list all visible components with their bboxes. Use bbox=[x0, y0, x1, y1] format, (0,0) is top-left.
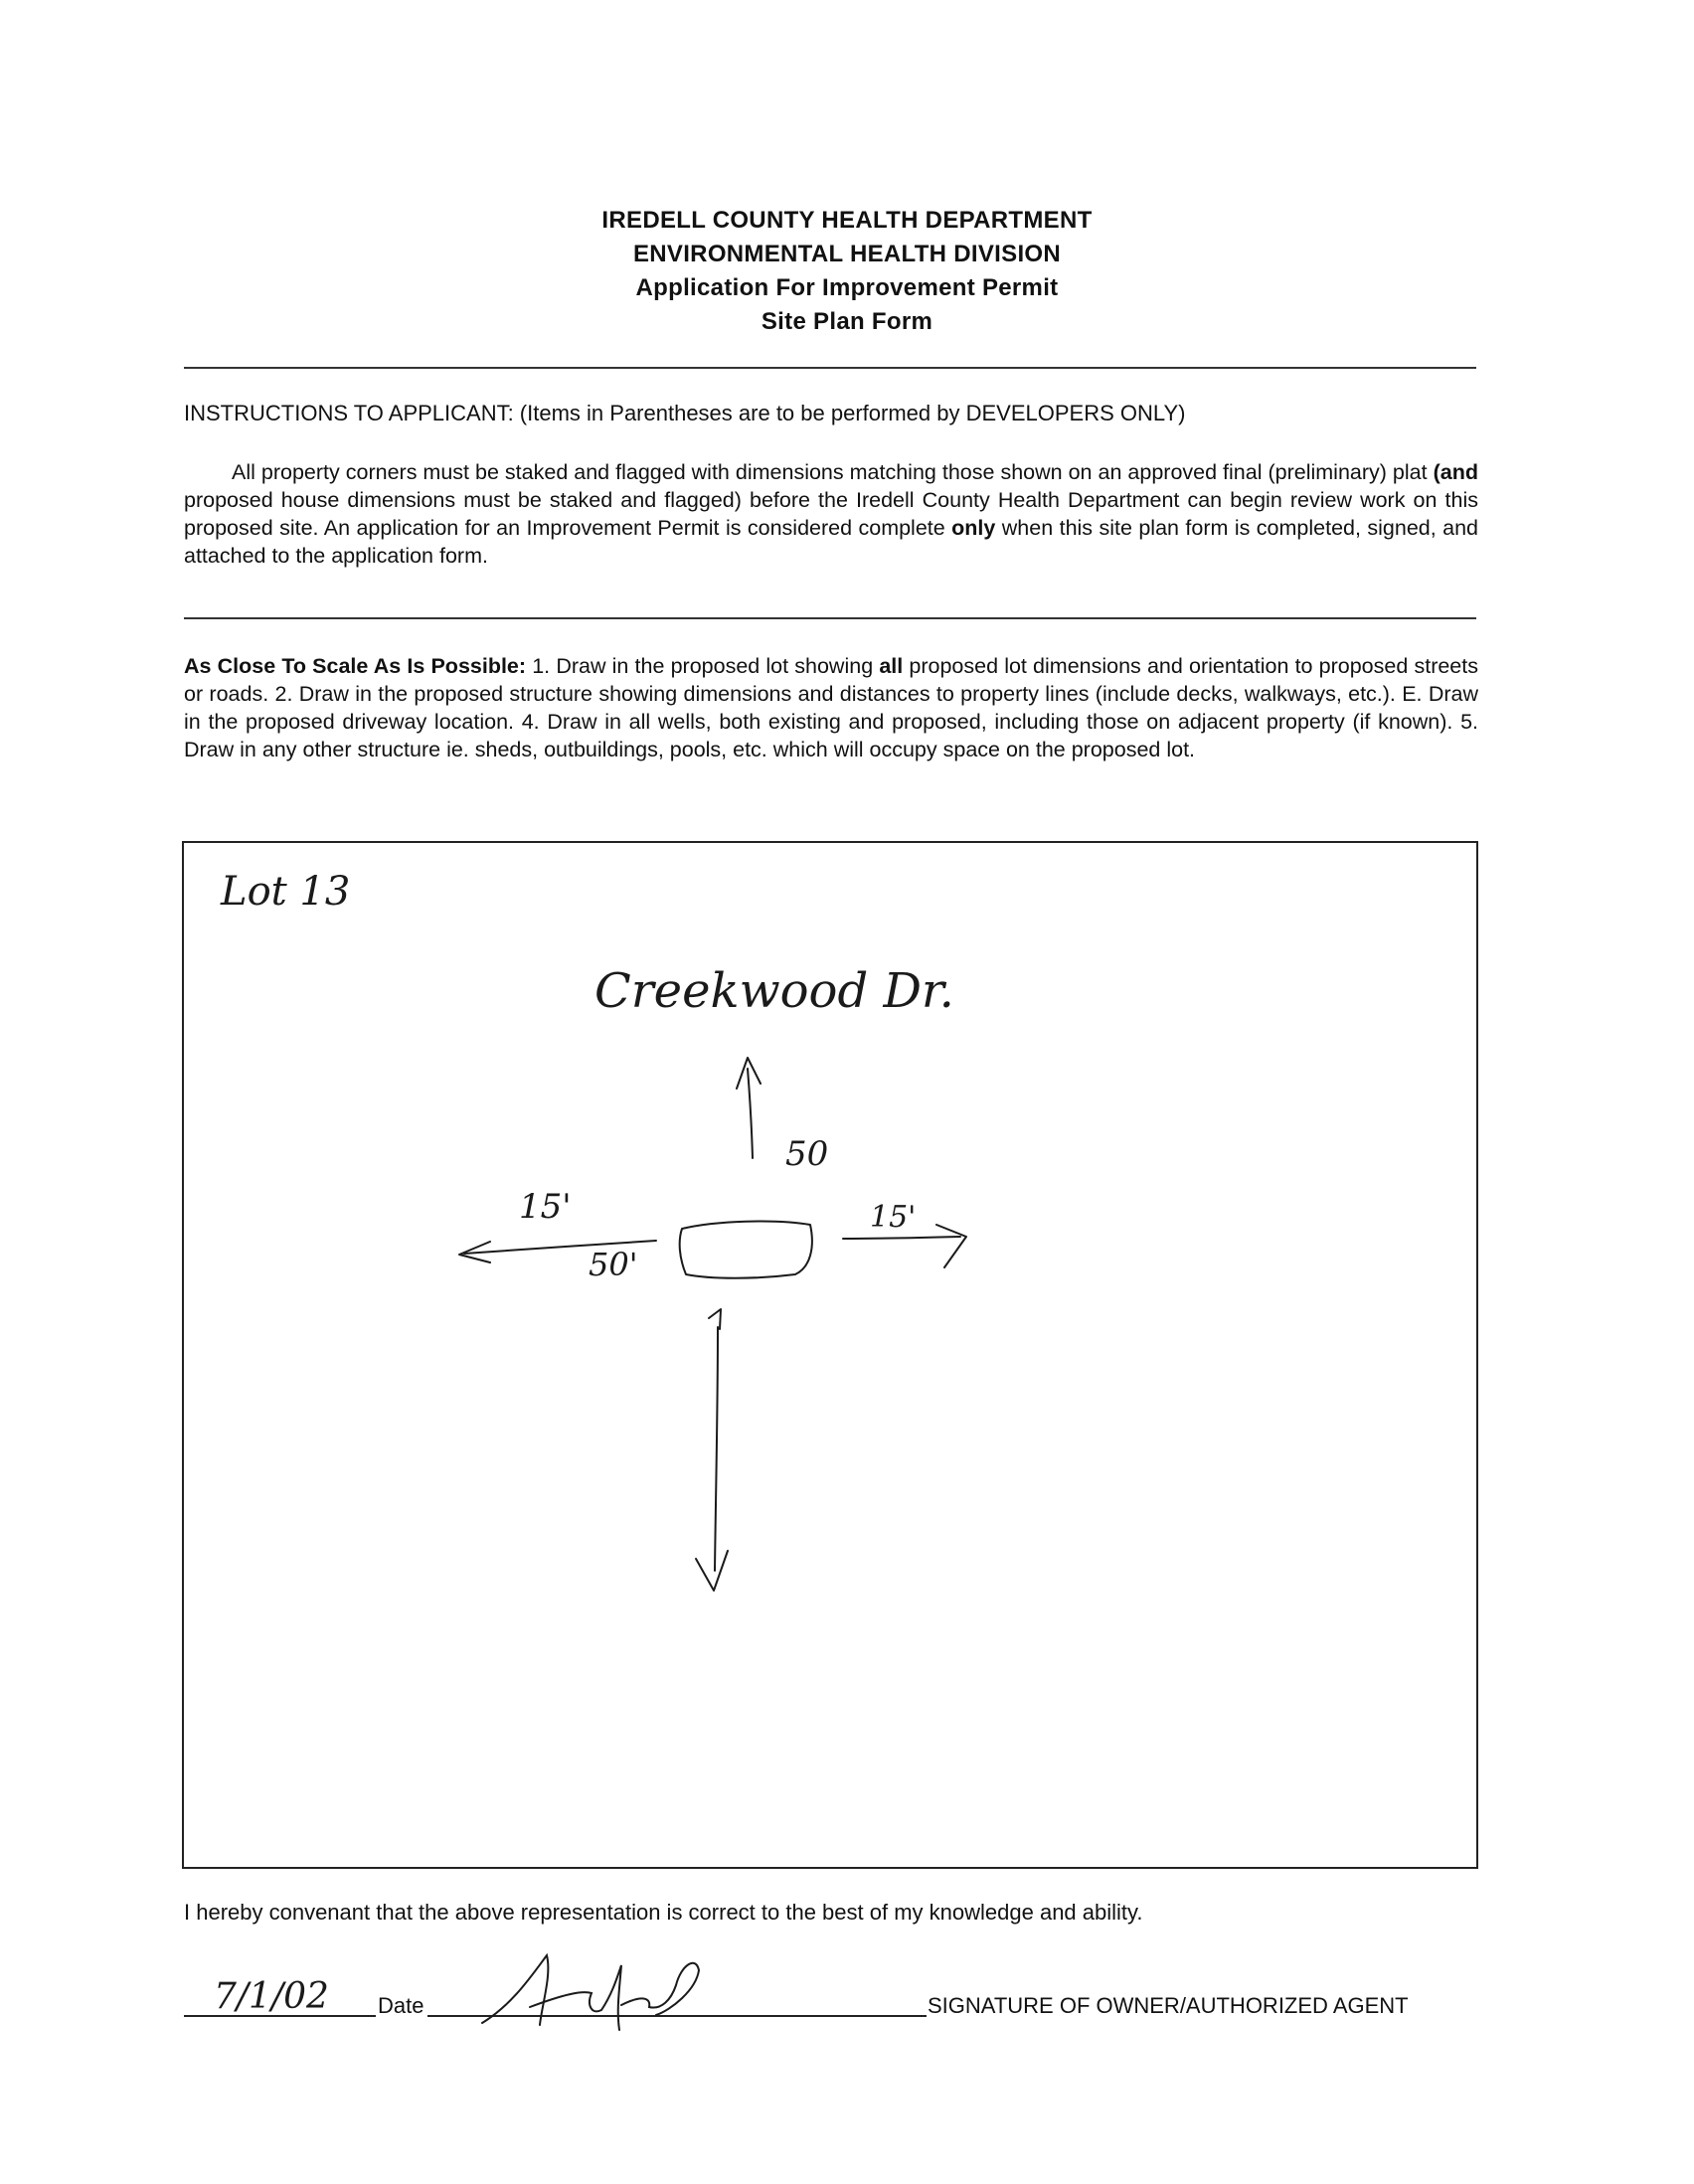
scale-bold-all: all bbox=[879, 654, 904, 678]
rear-arrow-head bbox=[696, 1551, 728, 1591]
date-label: Date bbox=[378, 1993, 424, 2018]
instructions-heading: INSTRUCTIONS TO APPLICANT: (Items in Parentheses are to be performed by DEVELOPERS ONLY) bbox=[184, 401, 1186, 425]
application-title: Application For Improvement Permit bbox=[635, 274, 1059, 301]
instructions-bold-only: only bbox=[951, 516, 996, 540]
signature-label: SIGNATURE OF OWNER/AUTHORIZED AGENT bbox=[928, 1993, 1409, 2018]
rear-arrow-tail bbox=[709, 1309, 721, 1329]
scale-text: proposed lot dimensions and orientation to proposed streets or roads. 2. Draw in the proposed structure showing dimensions and distances to property lines (include decks, walkways, etc.). E. Draw in the proposed driveway location. 4. Draw in all wells, both existing and proposed, including those on adjacent property (if known). 5. Draw in any other structure ie. sheds, outbuildings, pools, etc. which will occupy space on the proposed lot. bbox=[184, 654, 1478, 761]
scale-lead: As Close To Scale As Is Possible: bbox=[184, 654, 527, 678]
right-distance-label: 15' bbox=[870, 1200, 917, 1235]
date-value: 7/1/02 bbox=[214, 1976, 329, 2017]
house-width-label: 50' bbox=[589, 1246, 638, 1283]
instructions-bold-and: (and bbox=[1433, 460, 1478, 484]
signature-mark bbox=[472, 1935, 751, 2035]
right-arrow-shaft bbox=[843, 1237, 960, 1239]
street-label: Creekwood Dr. bbox=[594, 963, 954, 1019]
form-title: Site Plan Form bbox=[761, 308, 933, 335]
instructions-text: proposed house dimensions must be staked and flagged) before the Iredell County Health Department can begin review work on this proposed site. An application for an Improvement Permit is considered complete bbox=[184, 488, 1478, 540]
department-title: IREDELL COUNTY HEALTH DEPARTMENT bbox=[601, 207, 1093, 234]
front-arrow-shaft bbox=[748, 1069, 753, 1158]
certification-statement: I hereby convenant that the above representation is correct to the best of my knowledge and ability. bbox=[184, 1900, 1143, 1925]
instructions-text: when this site plan form is completed, signed, and attached to the application form. bbox=[184, 516, 1479, 568]
signature-row bbox=[184, 1976, 1486, 2025]
scale-text: 1. Draw in the proposed lot showing bbox=[526, 654, 880, 678]
house-outline bbox=[680, 1222, 812, 1278]
rear-arrow-shaft bbox=[715, 1327, 718, 1571]
front-distance-label: 50 bbox=[785, 1134, 829, 1174]
instructions-text: All property corners must be staked and flagged with dimensions matching those shown on an approved final (preliminary) plat bbox=[232, 460, 1434, 484]
right-arrow-head bbox=[936, 1225, 966, 1267]
division-title: ENVIRONMENTAL HEALTH DIVISION bbox=[632, 241, 1062, 267]
lot-label: Lot 13 bbox=[221, 869, 351, 915]
left-distance-label: 15' bbox=[519, 1187, 572, 1227]
